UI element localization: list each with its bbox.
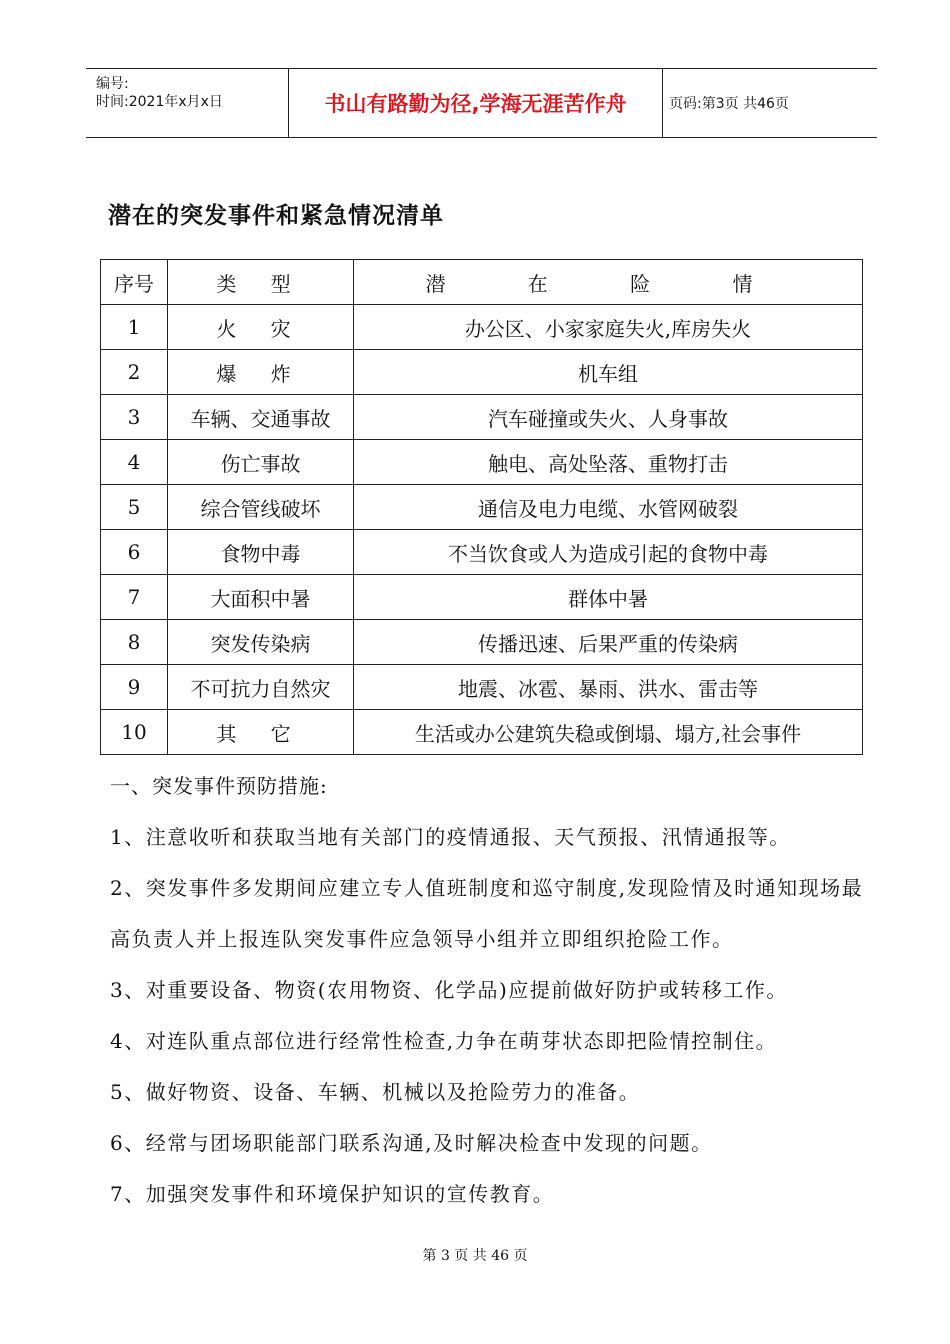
- table-row: [101, 395, 863, 440]
- cell-type: 火 灾: [168, 305, 354, 350]
- table-row: [101, 530, 863, 575]
- cell-type: 大面积中暑: [168, 575, 354, 620]
- cell-risk: 办公区、小家家庭失火,库房失火: [354, 305, 863, 350]
- cell-type: 伤亡事故: [168, 440, 354, 485]
- header-meta: [86, 69, 288, 137]
- table-header-row: [101, 260, 863, 305]
- cell-risk: 机车组: [354, 350, 863, 395]
- table-row: [101, 710, 863, 755]
- risk-table-body: [101, 305, 863, 755]
- cell-no: 9: [101, 665, 168, 710]
- cell-risk: 生活或办公建筑失稳或倒塌、塌方,社会事件: [354, 710, 863, 755]
- measure-item: 2、突发事件多发期间应建立专人值班制度和巡守制度,发现险情及时通知现场最高负责人并上报连队突发事件应急领导小组并立即组织抢险工作。: [110, 876, 864, 951]
- cell-type: 不可抗力自然灾: [168, 665, 354, 710]
- header-page-info: 页码:第3页 共46页: [669, 96, 789, 112]
- cell-risk: 通信及电力电缆、水管网破裂: [354, 485, 863, 530]
- page-header: [86, 68, 877, 138]
- table-row: [101, 575, 863, 620]
- section-heading: 一、突发事件预防措施:: [110, 774, 328, 798]
- measure-item: 6、经常与团场职能部门联系沟通,及时解决检查中发现的问题。: [110, 1131, 713, 1155]
- cell-type: 食物中毒: [168, 530, 354, 575]
- cell-no: 2: [101, 350, 168, 395]
- column-header-no: 序号: [101, 260, 168, 305]
- table-row: [101, 665, 863, 710]
- table-row: [101, 350, 863, 395]
- measure-item: 4、对连队重点部位进行经常性检查,力争在萌芽状态即把险情控制住。: [110, 1029, 778, 1053]
- time-label: 时间:2021年x月x日: [96, 94, 223, 110]
- cell-type: 车辆、交通事故: [168, 395, 354, 440]
- measure-item: 3、对重要设备、物资(农用物资、化学品)应提前做好防护或转移工作。: [110, 978, 788, 1002]
- table-row: [101, 485, 863, 530]
- cell-risk: 地震、冰雹、暴雨、洪水、雷击等: [354, 665, 863, 710]
- cell-no: 7: [101, 575, 168, 620]
- cell-no: 10: [101, 710, 168, 755]
- cell-no: 3: [101, 395, 168, 440]
- header-motto: 书山有路勤为径,学海无涯苦作舟: [288, 69, 663, 137]
- cell-type: 综合管线破坏: [168, 485, 354, 530]
- cell-risk: 不当饮食或人为造成引起的食物中毒: [354, 530, 863, 575]
- measures-list: [110, 812, 870, 1220]
- cell-no: 6: [101, 530, 168, 575]
- cell-type: 爆 炸: [168, 350, 354, 395]
- page-footer: 第 3 页 共 46 页: [422, 1248, 528, 1264]
- column-header-risk: 潜 在 险 情: [354, 260, 863, 305]
- cell-no: 4: [101, 440, 168, 485]
- cell-risk: 传播迅速、后果严重的传染病: [354, 620, 863, 665]
- table-row: [101, 620, 863, 665]
- cell-type: 其 它: [168, 710, 354, 755]
- cell-no: 1: [101, 305, 168, 350]
- cell-type: 突发传染病: [168, 620, 354, 665]
- cell-risk: 汽车碰撞或失火、人身事故: [354, 395, 863, 440]
- cell-no: 5: [101, 485, 168, 530]
- table-row: [101, 305, 863, 350]
- measure-item: 1、注意收听和获取当地有关部门的疫情通报、天气预报、汛情通报等。: [110, 825, 791, 849]
- column-header-type: 类 型: [168, 260, 354, 305]
- risk-table: [100, 259, 863, 755]
- document-title: 潜在的突发事件和紧急情况清单: [108, 203, 444, 229]
- table-row: [101, 440, 863, 485]
- measure-item: 5、做好物资、设备、车辆、机械以及抢险劳力的准备。: [110, 1080, 641, 1104]
- number-label: 编号:: [96, 76, 129, 92]
- cell-risk: 触电、高处坠落、重物打击: [354, 440, 863, 485]
- cell-risk: 群体中暑: [354, 575, 863, 620]
- measure-item: 7、加强突发事件和环境保护知识的宣传教育。: [110, 1182, 555, 1206]
- cell-no: 8: [101, 620, 168, 665]
